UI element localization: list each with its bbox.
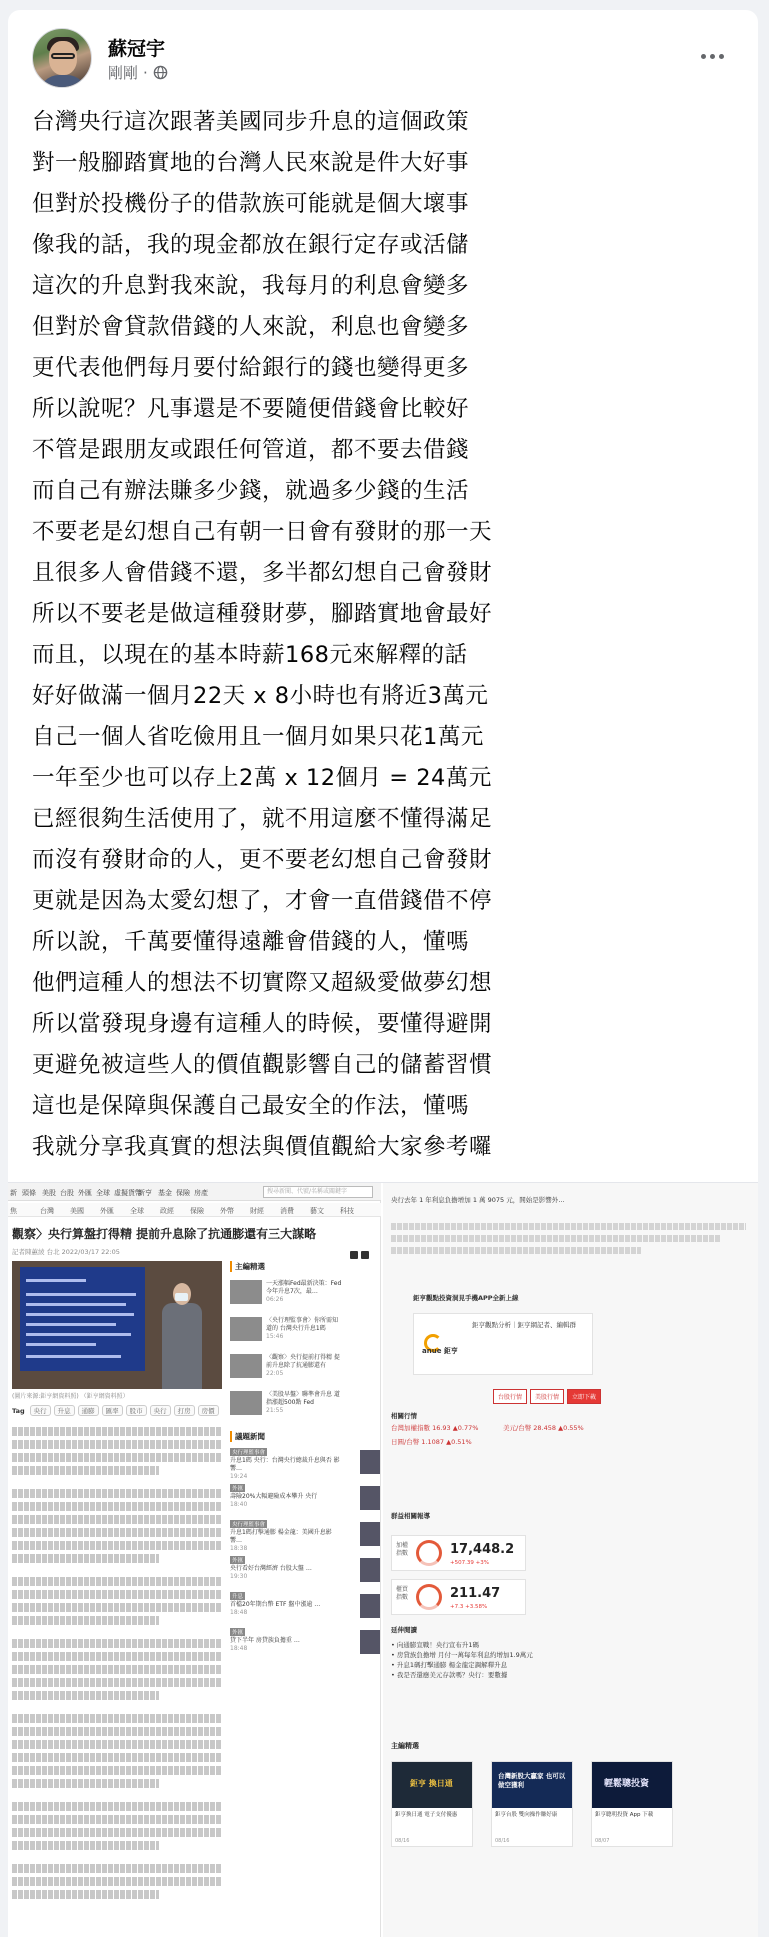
- article-tag: 央行: [30, 1405, 51, 1416]
- article-body-line: [12, 1427, 222, 1436]
- article-body-line: [12, 1665, 222, 1674]
- post-text-line: 這次的升息對我來說，我每月的利息會變多: [32, 273, 470, 299]
- presenter-figure: [162, 1283, 202, 1389]
- post-text-line: 更就是因為太愛幻想了，才會一直借錢借不停: [32, 888, 493, 914]
- market-button: 台股行情: [493, 1389, 527, 1404]
- article-tag: 打房: [174, 1405, 195, 1416]
- site-nav-item: 新: [10, 1189, 17, 1197]
- editor-pick-item: 一天漲幅Fed最新決策：Fed今年升息7次，最… 06:26: [230, 1278, 380, 1312]
- post-text-line: 更代表他們每月要付給銀行的錢也變得更多: [32, 355, 470, 381]
- more-options-icon[interactable]: [692, 36, 732, 76]
- article-body-line: [12, 1714, 222, 1723]
- related-news-item: 央行理監事會 升息1碼打擊通膨 楊金龍：美國升息影響… 18:38: [230, 1520, 380, 1552]
- side-heading: 主編精選: [230, 1261, 380, 1272]
- promo-card[interactable]: 台灣新股大贏家 也可以做空獲利 鉅亨台股 雙向操作賺好康 08/16: [491, 1761, 573, 1847]
- sidebar-column: [230, 1261, 380, 1664]
- site-subnav-item: 外匯: [100, 1207, 114, 1215]
- post-text-line: 這也是保障與保護自己最安全的作法，懂嗎: [32, 1093, 470, 1119]
- article-tag: Tag: [12, 1407, 25, 1415]
- article-body-line: [12, 1864, 222, 1873]
- article-body-line: [12, 1453, 222, 1462]
- stock-heading: 群益相關報導: [391, 1512, 430, 1520]
- anue-logo: anue 鉅亨: [422, 1334, 458, 1356]
- article-tag: 升息: [54, 1405, 75, 1416]
- site-nav-item: 台股: [60, 1189, 74, 1197]
- article-body: [12, 1427, 222, 1913]
- post-meta: [108, 62, 168, 83]
- article-body-line: [12, 1727, 222, 1736]
- promo-card[interactable]: 鉅亨 換日通 鉅亨換日通 電子支付優惠 08/16: [391, 1761, 473, 1847]
- avatar[interactable]: [32, 28, 92, 88]
- site-subnav-item: 消費: [280, 1207, 294, 1215]
- editor-pick-item: 〈美股早盤〉聯準會升息 道指漲超500點 Fed 21:55: [230, 1389, 380, 1423]
- article-photo: [12, 1261, 222, 1389]
- site-search-input: 搜尋新聞、代號/名稱或關鍵字: [263, 1186, 373, 1198]
- reading-list-item: • 我是否還應美元存款嗎？央行：要數據: [391, 1671, 508, 1679]
- article-body-line: [12, 1815, 222, 1824]
- article-body-line: [12, 1466, 159, 1475]
- article-body-line: [12, 1603, 222, 1612]
- article-body-line: [12, 1440, 222, 1449]
- editor-pick-item: 〈央行理監事會〉你所需知道的 台灣央行升息1碼 15:46: [230, 1315, 380, 1349]
- article-body-line: [12, 1678, 222, 1687]
- post-text-line: 所以說，千萬要懂得遠離會借錢的人，懂嗎: [32, 929, 470, 955]
- right-top-text: 央行去年 1 年利息負擔增加 1 萬 9075 元，開始是影響外…: [391, 1196, 565, 1204]
- article-tag: 房價: [198, 1405, 219, 1416]
- post-timestamp[interactable]: 剛剛: [108, 64, 139, 82]
- reading-list-item: • 向通膨宣戰！央行宣布升1碼: [391, 1641, 480, 1649]
- site-nav-item: 全球: [96, 1189, 110, 1197]
- article-body-line: [12, 1841, 159, 1850]
- article-body-line: [12, 1753, 222, 1762]
- site-subnav-item: 外幣: [220, 1207, 234, 1215]
- site-sub-nav: [8, 1203, 381, 1217]
- post-text-line: 不管是跟朋友或跟任何管道，都不要去借錢: [32, 437, 470, 463]
- editor-pick-item: 〈觀察〉央行提前打得精 提前升息除了抗通膨還有 22:05: [230, 1352, 380, 1386]
- post-text-line: 一年至少也可以存上2萬 x 12個月 = 24萬元: [32, 765, 492, 791]
- article-body-line: [12, 1577, 222, 1586]
- article-body-line: [12, 1877, 222, 1886]
- article-body-line: [12, 1489, 222, 1498]
- app-promo-box[interactable]: [413, 1313, 593, 1375]
- market-row-3: 日圓/台幣 1.1087 ▲0.51%: [391, 1438, 472, 1446]
- site-subnav-item: 科技: [340, 1207, 354, 1215]
- related-news-item: 外匯 貸下半年 房貸族負擔重 … 18:48: [230, 1628, 380, 1660]
- post-text: [32, 102, 732, 1168]
- related-news-item: 外匯 央行看好台灣經濟 台股大盤 … 19:30: [230, 1556, 380, 1588]
- article-body-line: [12, 1779, 159, 1788]
- post-text-line: 對一般腳踏實地的台灣人民來說是件大好事: [32, 150, 470, 176]
- post-text-line: 台灣央行這次跟著美國同步升息的這個政策: [32, 109, 470, 135]
- related-heading: 議題新聞: [230, 1431, 380, 1442]
- market-row-2: 美元/台幣 28.458 ▲0.55%: [503, 1424, 584, 1432]
- market-row: 台灣加權指數 16.93 ▲0.77%: [391, 1424, 479, 1432]
- site-nav-item: 虛擬貨幣: [114, 1189, 142, 1197]
- post-text-line: 我就分享我真實的想法與價值觀給大家參考囉: [32, 1134, 493, 1160]
- post-text-line: 他們這種人的想法不切實際又超級愛做夢幻想: [32, 970, 493, 996]
- photo-caption: (圖片來源:鉅亨網資料照) （鉅亨網資料照）: [12, 1393, 129, 1400]
- article-body-line: [12, 1502, 222, 1511]
- post-text-line: 所以說呢？凡事還是不要隨便借錢會比較好: [32, 396, 470, 422]
- post-text-line: 所以不要老是做這種發財夢，腳踏實地會最好: [32, 601, 493, 627]
- reading-list-item: • 房貸族負擔增 月付一萬每年利息約增加1.9萬元: [391, 1651, 533, 1659]
- article-body-line: [12, 1691, 159, 1700]
- index-card-otc[interactable]: 櫃買指數 211.47 +7.3 +3.58%: [391, 1579, 526, 1615]
- site-nav-item: 新亨: [138, 1189, 152, 1197]
- post-text-line: 好好做滿一個月22天 x 8小時也有將近3萬元: [32, 683, 489, 709]
- site-subnav-item: 台灣: [40, 1207, 54, 1215]
- market-button: 立即下載: [567, 1389, 601, 1404]
- site-subnav-item: 焦: [10, 1207, 17, 1215]
- market-button: 美股行情: [530, 1389, 564, 1404]
- site-subnav-item: 藝文: [310, 1207, 324, 1215]
- post-attached-screenshot[interactable]: [8, 1182, 758, 1937]
- download-buttons: [493, 1389, 604, 1404]
- article-body-line: [12, 1652, 222, 1661]
- article-tag: 央行: [150, 1405, 171, 1416]
- site-nav-item: 美股: [42, 1189, 56, 1197]
- site-subnav-item: 保險: [190, 1207, 204, 1215]
- author-name[interactable]: 蘇冠宇: [108, 38, 166, 60]
- reading-list: [391, 1640, 591, 1680]
- reading-list-item: • 升息1碼打擊通膨 楊金龍定調解釋升息: [391, 1661, 508, 1669]
- article-tag: 通膨: [78, 1405, 99, 1416]
- related-news-item: 外匯 壽險20%大幅避險成本攀升 央行 18:40: [230, 1484, 380, 1516]
- post-text-line: 且很多人會借錢不還，多半都幻想自己會發財: [32, 560, 493, 586]
- site-nav-item: 基金: [158, 1189, 172, 1197]
- post-text-line: 自己一個人省吃儉用且一個月如果只花1萬元: [32, 724, 484, 750]
- article-body-line: [12, 1528, 222, 1537]
- article-body-line: [12, 1515, 222, 1524]
- article-body-line: [12, 1828, 222, 1837]
- tag-row: [12, 1405, 222, 1417]
- reading-heading: 延伸閱讀: [391, 1626, 417, 1634]
- article-body-line: [12, 1554, 159, 1563]
- market-heading: 相關行情: [391, 1412, 417, 1420]
- post-text-line: 像我的話，我的現金都放在銀行定存或活儲: [32, 232, 470, 258]
- post-text-line: 但對於會貸款借錢的人來說，利息也會變多: [32, 314, 470, 340]
- index-card-taiex[interactable]: 加權指數 17,448.2 +507.39 +3%: [391, 1535, 526, 1571]
- site-nav-item: 保險: [176, 1189, 190, 1197]
- article-body-line: [12, 1766, 222, 1775]
- article-body-line: [12, 1890, 159, 1899]
- article-body-line: [12, 1616, 159, 1625]
- article-body-line: [12, 1802, 222, 1811]
- article-body-line: [12, 1740, 222, 1749]
- article-body-line: [12, 1639, 222, 1648]
- app-section-heading: 鉅亨觀點投資洞見手機APP全新上線: [413, 1294, 519, 1302]
- post-header: [32, 28, 732, 88]
- article-meta: 記者陳蕙綾 台北 2022/03/17 22:05: [12, 1248, 120, 1256]
- presentation-slide: [20, 1267, 145, 1371]
- article-share-icons: [350, 1244, 380, 1254]
- article-tag: 匯率: [102, 1405, 123, 1416]
- post-text-line: 更避免被這些人的價值觀影響自己的儲蓄習慣: [32, 1052, 493, 1078]
- site-subnav-item: 政經: [160, 1207, 174, 1215]
- related-news-item: 央行理監事會 升息1碼 央行：台灣央行總裁升息與否 影響… 19:24: [230, 1448, 380, 1480]
- news-article-screenshot: [8, 1183, 381, 1937]
- globe-icon[interactable]: [153, 65, 168, 80]
- post-text-line: 不要老是幻想自己有朝一日會有發財的那一天: [32, 519, 493, 545]
- site-subnav-item: 美國: [70, 1207, 84, 1215]
- more-heading: 主編精選: [391, 1742, 419, 1750]
- article-body-line: [12, 1541, 222, 1550]
- meta-separator: ·: [143, 63, 148, 82]
- news-sidebar-screenshot: [383, 1183, 758, 1937]
- app-title: 鉅亨觀點分析｜鉅亨網記者、編輯群: [472, 1321, 576, 1329]
- site-subnav-item: 全球: [130, 1207, 144, 1215]
- site-nav-item: 房產: [194, 1189, 208, 1197]
- site-subnav-item: 財經: [250, 1207, 264, 1215]
- post-text-line: 所以當發現身邊有這種人的時候，要懂得避開: [32, 1011, 493, 1037]
- related-news-item: 升息 首檔20年期台幣 ETF 盤中漲逾 … 18:48: [230, 1592, 380, 1624]
- article-tag: 股市: [126, 1405, 147, 1416]
- post-text-line: 而沒有發財命的人，更不要老幻想自己會發財: [32, 847, 493, 873]
- post-card: [8, 10, 758, 1937]
- promo-card[interactable]: 輕鬆聰投資 鉅亨聰明投資 App 下載 08/07: [591, 1761, 673, 1847]
- post-text-line: 而且，以現在的基本時薪168元來解釋的話: [32, 642, 468, 668]
- site-nav-item: 外匯: [78, 1189, 92, 1197]
- post-text-line: 而自己有辦法賺多少錢，就過多少錢的生活: [32, 478, 470, 504]
- article-title: 觀察〉央行算盤打得精 提前升息除了抗通膨還有三大謀略: [12, 1227, 317, 1241]
- post-text-line: 已經很夠生活使用了，就不用這麼不懂得滿足: [32, 806, 493, 832]
- site-nav-item: 頭條: [22, 1189, 36, 1197]
- article-body-line: [12, 1590, 222, 1599]
- post-text-line: 但對於投機份子的借款族可能就是個大壞事: [32, 191, 470, 217]
- promo-card-row: [391, 1761, 751, 1851]
- site-top-nav: [8, 1183, 381, 1201]
